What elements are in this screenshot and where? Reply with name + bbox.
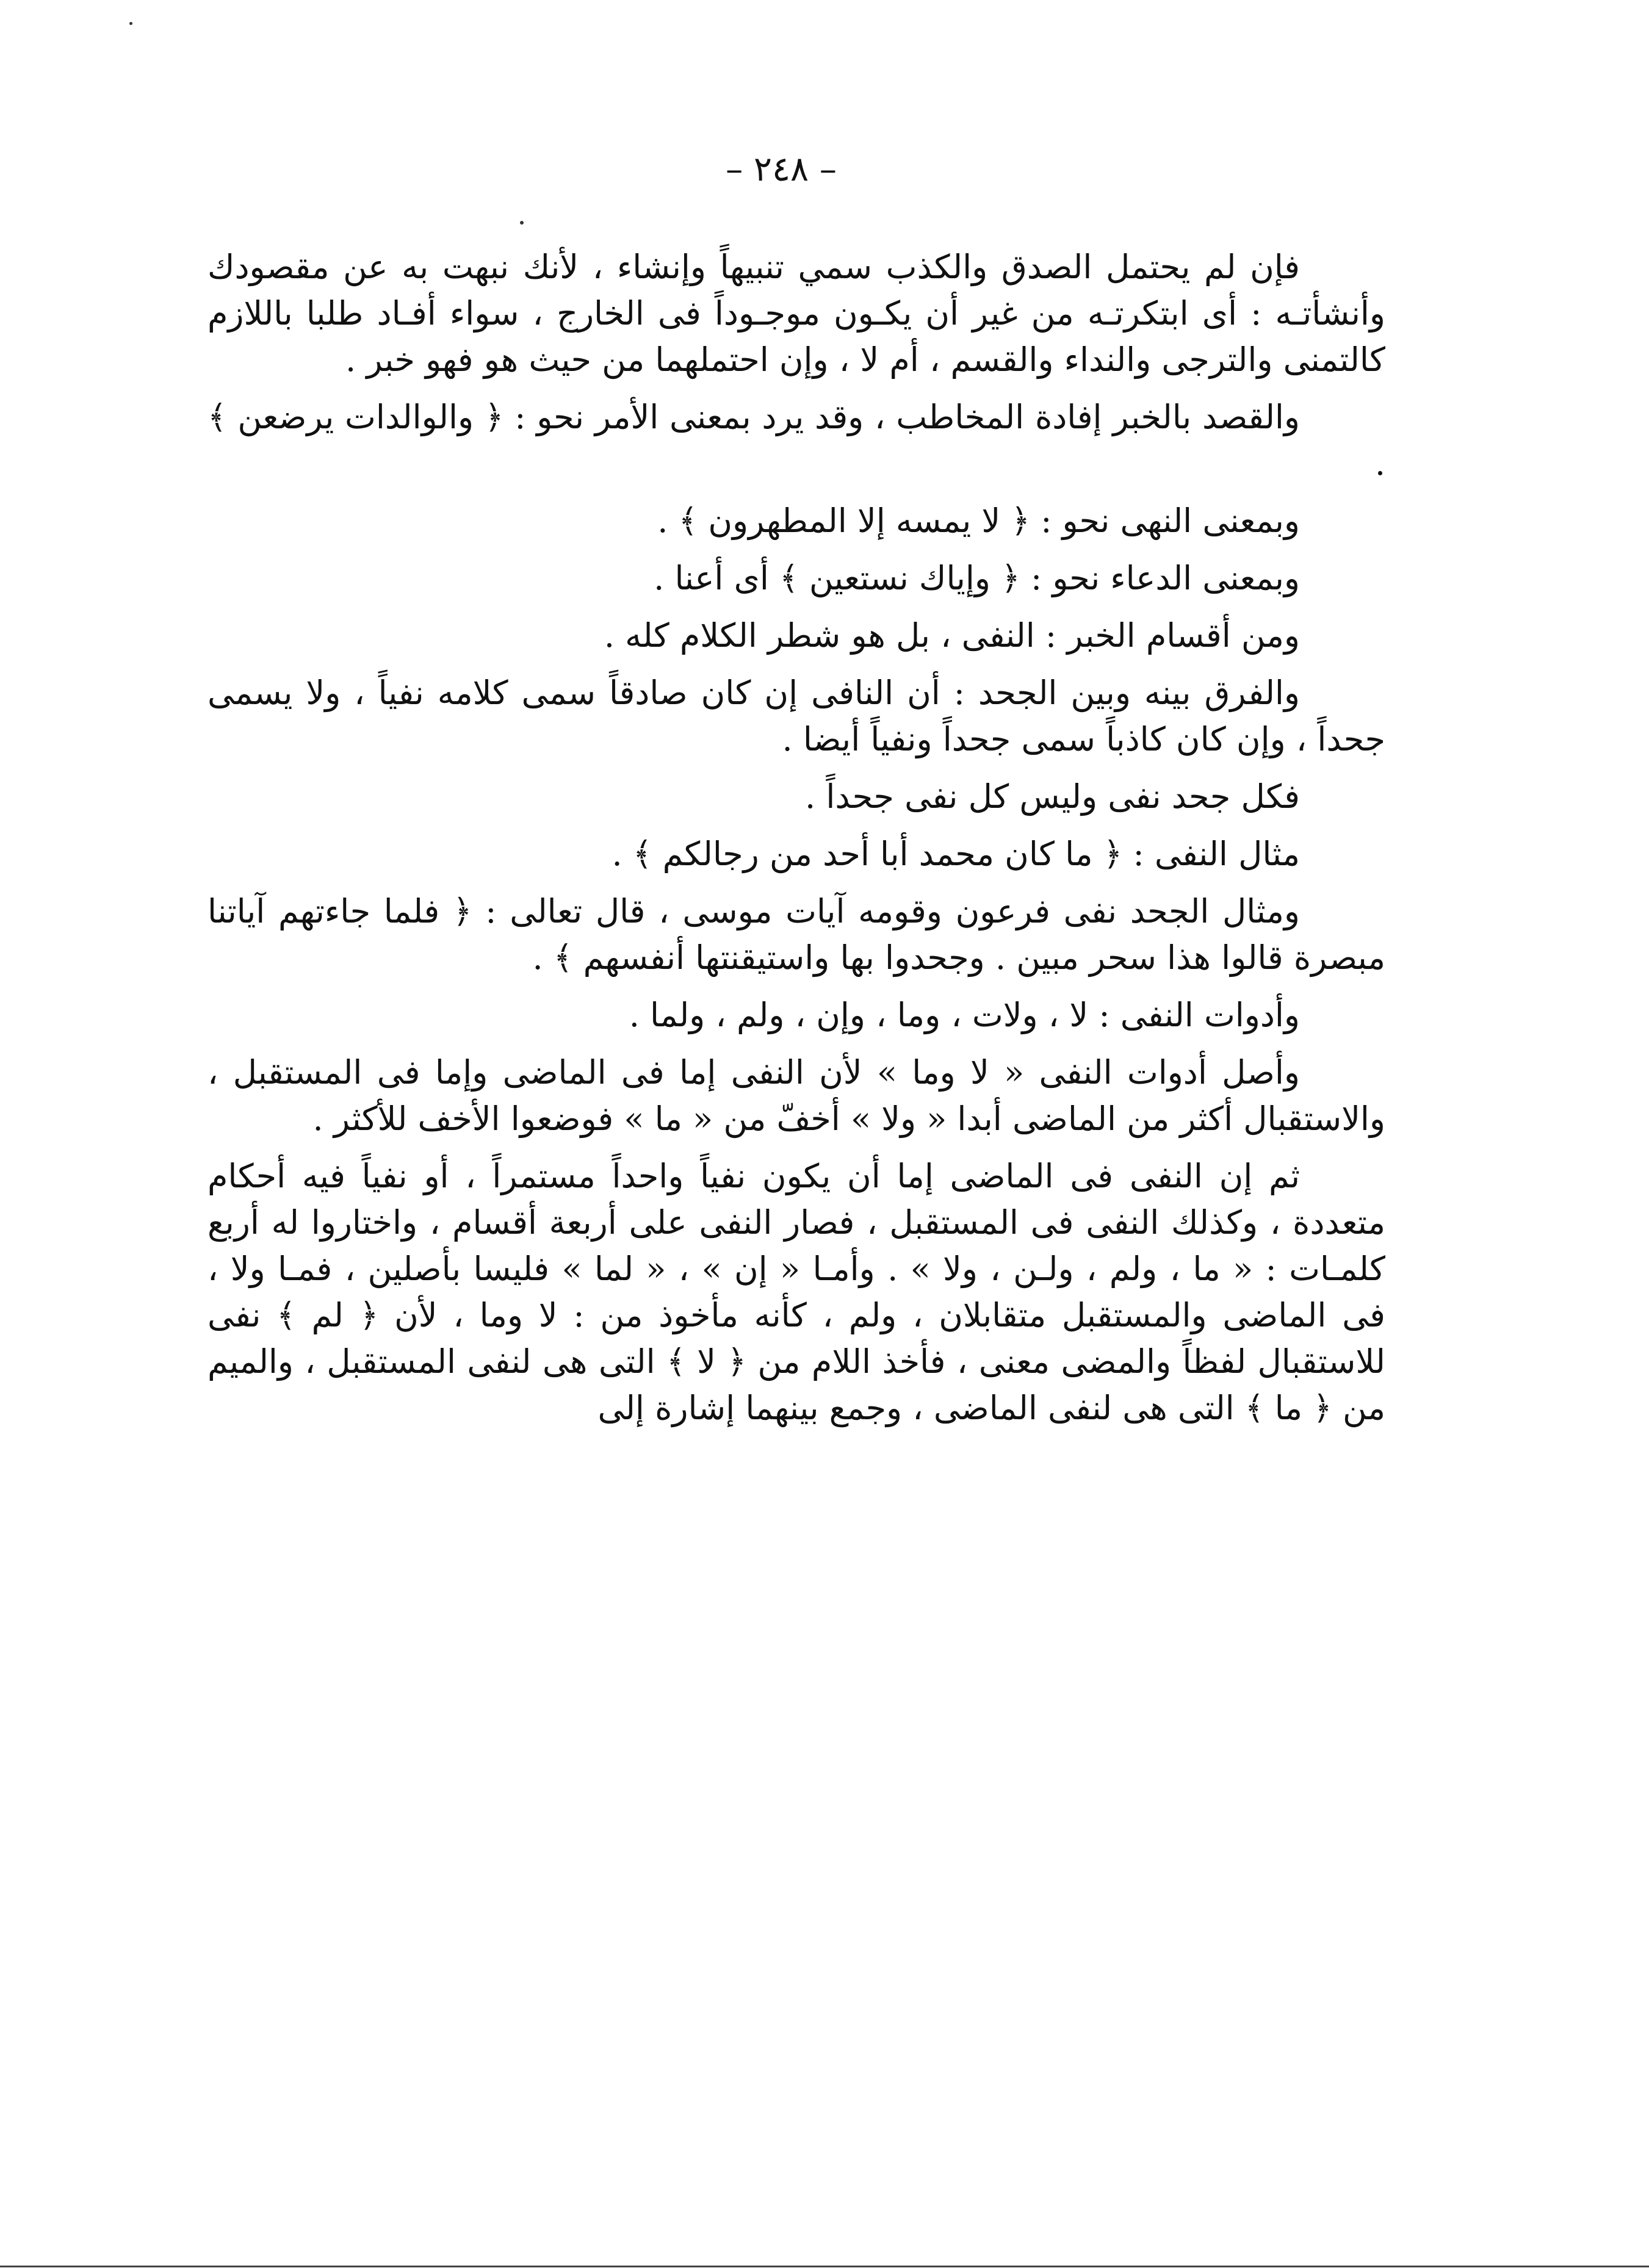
paragraph: وبمعنى الدعاء نحو : ﴿ وإياك نستعين ﴾ أى أعنا . — [654, 559, 1300, 597]
paragraph: فإن لم يحتمل الصدق والكذب سمي تنبيهاً وإنشاء ، لأنك نبهت به عن مقصودك وأنشأتـه : أى ابتكرتـه من غير أن يكـون موجـوداً فى الخارج ، سواء أفـاد طلبا باللازم كالتمنى والترجى والنداء والقسم ، أم لا ، وإن احتملهما من حيث هو فهو خبر . — [207, 248, 1385, 379]
paragraph: والقصد بالخبر إفادة المخاطب ، وقد يرد بمعنى الأمر نحو : ﴿ والوالدات يرضعن ﴾ . — [207, 398, 1385, 483]
paragraph: ثم إن النفى فى الماضى إما أن يكون نفياً واحداً مستمراً ، أو نفياً فيه أحكام متعددة ، وكذلك النفى فى المستقبل ، فصار النفى على أربعة أقسام ، واختاروا له أربع كلمـات : « ما ، ولم ، ولـن ، ولا » . وأمـا « إن » ، « لما » فليسا بأصلين ، فمـا ولا ، فى الماضى والمستقبل متقابلان ، ولم ، كأنه مأخوذ من : لا وما ، لأن ﴿ لم ﴾ نفى للاستقبال لفظاً والمضى معنى ، فأخذ اللام من ﴿ لا ﴾ التى هى لنفى المستقبل ، والميم من ﴿ ما ﴾ التى هى لنفى الماضى ، وجمع بينهما إشارة إلى — [207, 1157, 1385, 1427]
paragraph: مثال النفى : ﴿ ما كان محمد أبا أحد من رجالكم ﴾ . — [612, 835, 1300, 873]
paragraph: ومثال الجحد نفى فرعون وقومه آيات موسى ، قال تعالى : ﴿ فلما جاءتهم آياتنا مبصرة قالوا هذا سحر مبين . وجحدوا بها واستيقنتها أنفسهم ﴾ . — [207, 892, 1385, 977]
paragraph: ومن أقسام الخبر : النفى ، بل هو شطر الكلام كله . — [604, 616, 1300, 655]
scan-speck — [129, 22, 132, 25]
page-number: – ٢٤٨ – — [726, 149, 837, 189]
paragraph: والفرق بينه وبين الجحد : أن النافى إن كان صادقاً سمى كلامه نفياً ، ولا يسمى جحداً ، وإن كان كاذباً سمى جحداً ونفياً أيضا . — [207, 674, 1385, 758]
paragraph: فكل جحد نفى وليس كل نفى جحداً . — [804, 777, 1300, 816]
page-bottom-border — [0, 2266, 1649, 2267]
paragraph: وأدوات النفى : لا ، ولات ، وما ، وإن ، ولم ، ولما . — [629, 996, 1300, 1034]
paragraph: وأصل أدوات النفى « لا وما » لأن النفى إما فى الماضى وإما فى المستقبل ، والاستقبال أكثر من الماضى أبدا « ولا » أخفّ من « ما » فوضعوا الأخف للأكثر . — [207, 1053, 1385, 1138]
paragraph: وبمعنى النهى نحو : ﴿ لا يمسه إلا المطهرون ﴾ . — [657, 502, 1300, 540]
body-text — [207, 244, 1385, 1442]
scan-speck — [520, 221, 524, 225]
